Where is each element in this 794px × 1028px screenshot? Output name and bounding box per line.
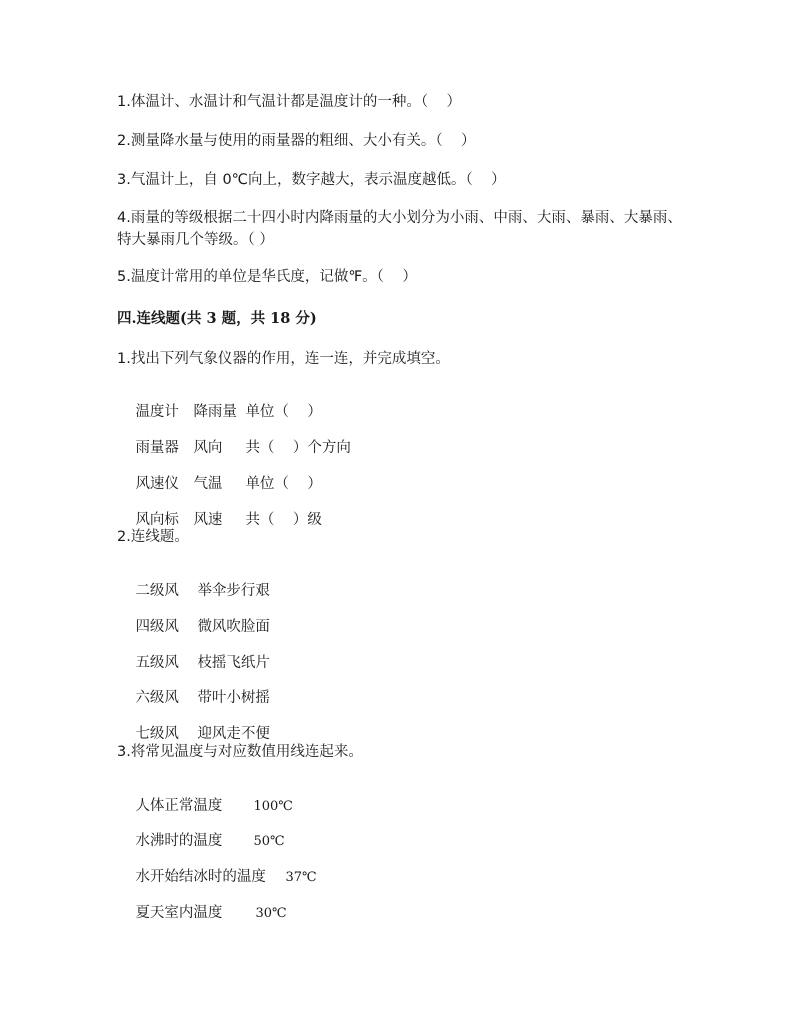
- matching-question-3-prompt: 3.将常见温度与对应数值用线连起来。: [117, 744, 363, 760]
- instrument-function: 风向: [193, 440, 223, 456]
- wind-level: 二级风: [135, 583, 179, 599]
- wind-level: 五级风: [135, 655, 179, 671]
- matching-question-1-prompt: 1.找出下列气象仪器的作用，连一连，并完成填空。: [117, 351, 450, 367]
- judgement-question-3: 3.气温计上，自 0℃向上，数字越大，表示温度越低。（ ）: [117, 172, 506, 188]
- instrument-blank: 共（ ）级: [245, 512, 322, 528]
- instrument-blank: 单位（ ）: [245, 404, 322, 420]
- instrument-name: 风速仪: [135, 476, 179, 492]
- instrument-name: 温度计: [135, 404, 179, 420]
- judgement-question-4: 4.雨量的等级根据二十四小时内降雨量的大小划分为小雨、中雨、大雨、暴雨、大暴雨、特大暴雨几个等级。（ ）: [117, 210, 682, 248]
- temperature-situation: 人体正常温度: [135, 798, 223, 814]
- instrument-function: 降雨量: [193, 404, 237, 420]
- wind-level: 六级风: [135, 690, 179, 706]
- instrument-name: 风向标: [135, 512, 179, 528]
- instrument-blank: 共（ ）个方向: [245, 440, 351, 456]
- wind-level: 四级风: [135, 619, 179, 635]
- temperature-value: 100℃: [253, 799, 293, 814]
- wind-description: 迎风走不便: [197, 726, 270, 742]
- wind-description: 枝摇飞纸片: [197, 655, 270, 671]
- temperature-value: 30℃: [255, 906, 287, 921]
- section-heading: 四.连线题(共 3 题，共 18 分): [117, 310, 317, 327]
- judgement-question-2: 2.测量降水量与使用的雨量器的粗细、大小有关。（ ）: [117, 133, 476, 149]
- instrument-function: 气温: [193, 476, 223, 492]
- temperature-row: [117, 886, 287, 941]
- judgement-question-5: 5.温度计常用的单位是华氏度，记做℉。（ ）: [117, 269, 417, 285]
- temperature-situation: 水沸时的温度: [135, 833, 223, 849]
- judgement-question-1: 1.体温计、水温计和气温计都是温度计的一种。（ ）: [117, 94, 462, 110]
- wind-description: 举伞步行艰: [197, 583, 270, 599]
- temperature-situation: 夏天室内温度: [135, 905, 223, 921]
- matching-question-2-prompt: 2.连线题。: [117, 529, 189, 545]
- instrument-name: 雨量器: [135, 440, 179, 456]
- temperature-value: 37℃: [285, 870, 317, 885]
- temperature-situation: 水开始结冰时的温度: [135, 869, 266, 885]
- temperature-value: 50℃: [253, 834, 285, 849]
- wind-description: 微风吹脸面: [197, 619, 270, 635]
- instrument-function: 风速: [193, 512, 223, 528]
- instrument-blank: 单位（ ）: [245, 476, 322, 492]
- wind-level: 七级风: [135, 726, 179, 742]
- wind-description: 带叶小树摇: [197, 690, 270, 706]
